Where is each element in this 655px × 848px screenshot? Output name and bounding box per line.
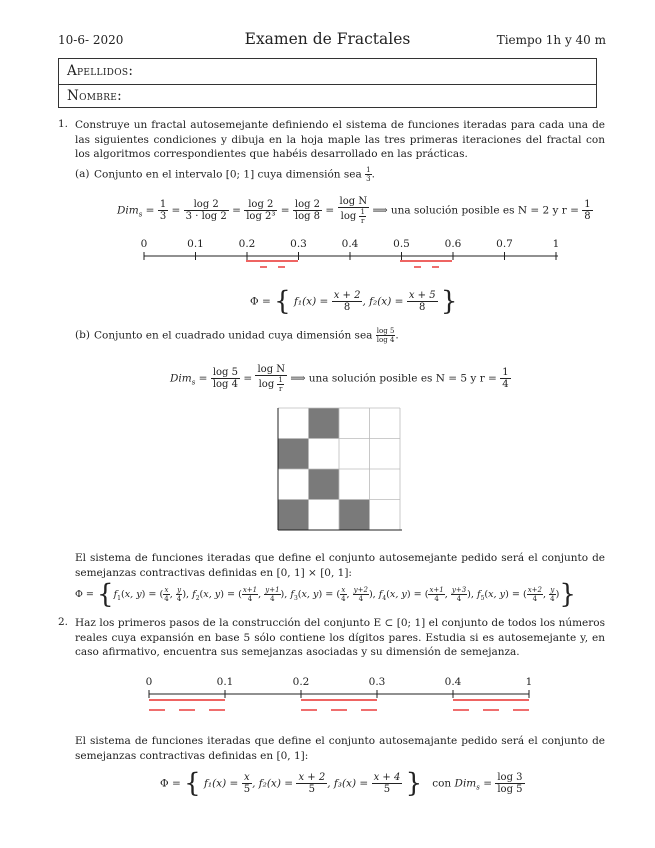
q2-text: Haz los primeros pasos de la construcción del conjunto E ⊂ [0; 1] el conjunto de todos los números reales cuya expansión en base 5 sólo contiene los dígitos pares. Estudia si es autosemejante y, en caso afirmativo, encuentra sus semejanzas asociadas y su dimensión de semejanza. <box>75 617 605 658</box>
q1a-axis-tick-label: 0.1 <box>187 238 204 250</box>
q1a-ifs-equation: Φ = { f₁(x) = $\frac{x + 2}{8}$ , f₂(x) = $\frac{x + 5}{8}$ } <box>250 286 458 317</box>
grid-filled-cell <box>309 408 340 439</box>
q2-axis-tick-label: 1 <box>525 676 533 688</box>
q1a-axis-tick-label: 0.6 <box>444 238 462 250</box>
q2-axis-tick-label: 0.4 <box>444 676 462 688</box>
name-box <box>58 58 597 108</box>
q1b-label: (b) <box>75 329 90 341</box>
q1b-text: Conjunto en el cuadrado unidad cuya dimensión sea <box>94 329 373 342</box>
grid-filled-cell <box>278 500 309 531</box>
q2-axis-tick-label: 0.1 <box>216 676 234 688</box>
q2-ifs-equation: Φ = { f₁(x) = $\frac{x}{5}$ , f₂(x) = $\frac{x + 2}{5}$ , f₃(x) = $\frac{x + 4}{5}$ } con Dim$_s$ = $\frac{\log 3}{\log 5}$ <box>160 768 523 799</box>
q2-red-segments <box>149 700 529 710</box>
name-box-divider <box>59 84 596 85</box>
q2-axis-tick-label: 0.3 <box>368 676 386 688</box>
q1b-statement: Conjunto en el cuadrado unidad cuya dimensión sea $\frac{\log 5}{\log 4}$ . <box>94 327 399 344</box>
q1a-number-line <box>130 236 570 272</box>
q1b-ifs-equation: $\Phi = \{f_1(x$, y) = ( $\frac{x}{4}$ , $\frac{y}{4}$ ), $f_2(x$, y) = ( $\frac{x+1}{4}$ , $\frac{y+1}{4}$ ), $f_3(x$, y) = ( $\frac{x}{4}$ , $\frac{y+2}{4}$ ), $f_4(x$, y) = ( $\frac{x+1}{4}$ , $\frac{y+3}{4}$ ), $f_5(x$, y) = ( $\frac{x+2}{4}$ , $\frac{y}{4}$ )} <box>75 579 576 610</box>
q1a-dimension-equation: Dim$_s$ = $\frac{1}{3}$ = $\frac{\log 2}{3 \cdot \log 2}$ = $\frac{\log 2}{\text{log 2³}}$ = $\frac{\log 2}{\log 8}$ = log N log $\frac{1}{r}$ ⟹ una solución posible es N = 2 y r = $\frac{1}{8}$ <box>117 196 591 225</box>
q1a-axis-tick-label: 0.3 <box>290 238 307 250</box>
q2-axis-tick-label: 0.2 <box>292 676 310 688</box>
q1-number: 1. <box>58 118 69 130</box>
q1b-grid-figure <box>270 406 406 534</box>
grid-filled-cell <box>339 500 370 531</box>
exam-date: 10-6- 2020 <box>58 33 124 47</box>
q1b-dim-fraction: $\frac{\log 5}{\log 4}$ <box>376 327 395 344</box>
q1a-axis-tick-label: 1 <box>552 238 560 250</box>
grid-filled-cell <box>309 469 340 500</box>
q2-axis-tick-label: 0 <box>145 676 153 688</box>
q2-number-line <box>135 674 545 716</box>
q1a-axis-tick-label: 0.4 <box>341 238 359 250</box>
q1a-statement: Conjunto en el intervalo [0; 1] cuya dimensión sea $\frac{1}{3}$ . <box>94 166 375 183</box>
q1b-dimension-equation: Dim$_s$ = $\frac{\log 5}{\log 4}$ = log N log $\frac{1}{r}$ ⟹ una solución posible es N = 5 y r = $\frac{1}{4}$ <box>170 364 509 393</box>
q1-text: Construye un fractal autosemejante definiendo el sistema de funciones iteradas para cada una de las siguientes condiciones y dibuja en la hoja maple las tres primeras iteraciones del fractal con los algoritmos correspondientes que habéis desarrollado en las prácticas. <box>75 119 605 160</box>
q1b-ifs-text: El sistema de funciones iteradas que define el conjunto autosemejante pedido será el conjunto de semejanzas contractivas definidas en [0, 1] × [0, 1]: <box>75 552 605 579</box>
q2-number: 2. <box>58 616 69 628</box>
q1a-axis-tick-label: 0.2 <box>238 238 256 250</box>
q1a-label: (a) <box>75 168 90 180</box>
q1a-axis-tick-label: 0.5 <box>393 238 410 250</box>
exam-time: Tiempo 1h y 40 m <box>496 33 606 47</box>
q2-ifs-text: El sistema de funciones iteradas que define el conjunto autosemajante pedido será el conjunto de semejanzas contractivas definidas en [0, 1]: <box>75 735 605 762</box>
surname-label: Apellidos: <box>67 63 134 79</box>
q1a-red-segments <box>246 261 452 267</box>
q1a-axis-tick-label: 0 <box>140 238 148 250</box>
q1a-text: Conjunto en el intervalo [0; 1] cuya dimensión sea <box>94 168 362 181</box>
grid-filled-cell <box>278 439 309 470</box>
q1a-axis-tick-label: 0.7 <box>496 238 513 250</box>
name-label: Nombre: <box>67 88 123 104</box>
q1a-dim-fraction: $\frac{1}{3}$ <box>366 166 371 183</box>
exam-title: Examen de Fractales <box>244 30 411 48</box>
